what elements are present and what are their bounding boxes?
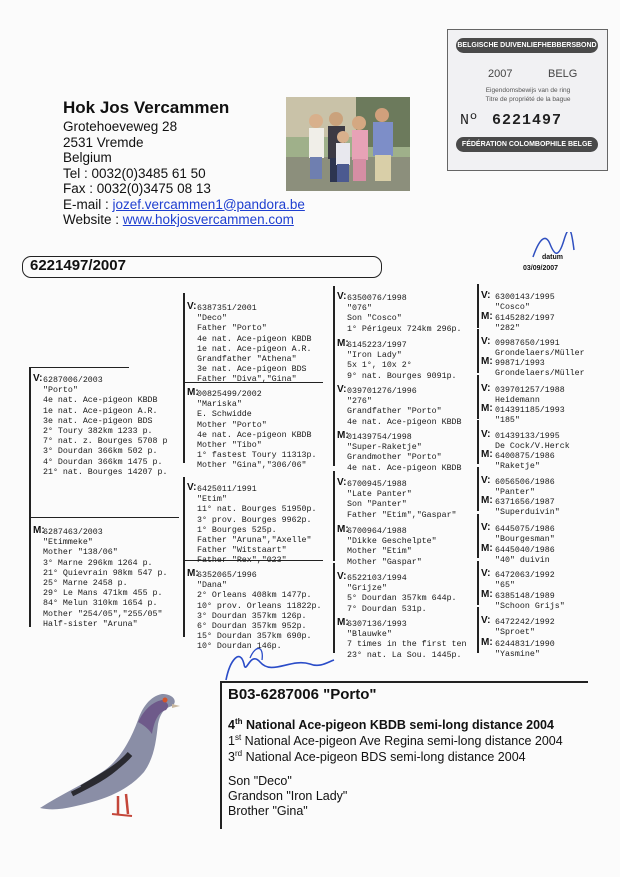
tag: M:: [481, 495, 493, 506]
pigeon-info: 014391185/1993 "185": [495, 406, 565, 426]
footer-title: B03-6287006 "Porto": [228, 686, 377, 703]
pigeon-info: 6056506/1986 "Panter": [495, 478, 555, 498]
achievement-1: [228, 717, 554, 732]
website-label: Website :: [63, 212, 120, 227]
relative-son: Son "Deco": [228, 774, 292, 788]
address-block: [63, 119, 305, 228]
pigeon-info: 6385148/1989 "Schoon Grijs": [495, 592, 565, 612]
tag: V:: [187, 301, 197, 312]
pigeon-father: [33, 368, 167, 478]
rank-suffix: rd: [234, 749, 243, 758]
pigeon-info: 6700964/1988 "Dikke Geschelpte" Mother "Etim" Mother "Gaspar": [347, 527, 437, 567]
pigeon-info: 6287463/2003 "Etimmeke" Mother "138/06" 3° Marne 296km 1264 p. 21° Quievrain 98km 547 p. 25° Marne 2458 p. 29° Le Mans 471km 455 p. 84° Melun 310km 1654 p. Mother "254/05","255/05" Half-sister "Aruna": [43, 528, 168, 629]
pigeon-mv: [187, 477, 317, 567]
certificate-number: 6221497: [492, 112, 563, 129]
tag: M:: [481, 543, 493, 554]
pigeon-g3-2: [337, 379, 462, 428]
tag: V:: [481, 615, 491, 626]
bracket-g4-8: [477, 607, 479, 653]
bracket-g3-1: [333, 286, 335, 376]
tag: M:: [481, 403, 493, 414]
bracket-g3-2: [333, 376, 335, 466]
pigeon-g4-7: [481, 444, 555, 472]
pigeon-info: 6387351/2001 "Deco" Father "Porto" 4e nat. Ace-pigeon KBDB 1e nat. Ace-pigeon A.R. Grandfather "Athena" 3e nat. Ace-pigeon BDS Father "Diva","Gina": [197, 304, 312, 385]
pigeon-info: 6425011/1991 "Etim" 11° nat. Bourges 51950p. 3° prov. Bourges 9962p. 1° Bourges 525p. Father "Aruna","Axelle" Father "Witstaart" Father "Rex","023": [197, 485, 317, 566]
pigeon-info: 6472242/1992 "Sproet": [495, 618, 555, 638]
tag: M:: [481, 356, 493, 367]
certificate-line1: Eigendomsbewijs van de ring: [485, 87, 571, 94]
date-label: datum: [542, 254, 563, 261]
ring-certificate: [447, 29, 608, 171]
bracket-gen2-top: [183, 293, 185, 463]
pigeon-g4-13: [481, 584, 565, 612]
pigeon-info: 6445040/1986 "40" duivin: [495, 546, 555, 566]
pigeon-info: 99871/1993 Grondelaers/Müller: [495, 359, 585, 379]
pigeon-info: 01439754/1998 "Super-Raketje" Grandmother "Porto" 4e nat. Ace-pigeon KBDB: [347, 433, 462, 473]
bracket-g4-5: [477, 467, 479, 511]
rank: 4: [228, 718, 235, 733]
website-row: [63, 212, 305, 228]
pigeon-info: 6307136/1993 "Blauwke" 7 times in the first ten 23° nat. La Sou. 1445p.: [347, 620, 467, 660]
pigeon-info: 6700945/1988 "Late Panter" Son "Panter" Father "Etim","Gaspar": [347, 480, 457, 520]
achievement-text: National Ace-pigeon KBDB semi-long distance 2004: [246, 718, 554, 733]
certificate-bottom-banner: FÉDÉRATION COLOMBOPHILE BELGE: [456, 137, 598, 152]
relative-brother: Brother "Gina": [228, 804, 308, 818]
tag: V:: [481, 290, 491, 301]
pigeon-g3-0: [337, 286, 462, 335]
achievement-text: National Ace-pigeon Ave Regina semi-long distance 2004: [244, 734, 563, 749]
tag: V:: [187, 482, 197, 493]
street: Grotehoeveweg 28: [63, 119, 178, 134]
certificate-top-banner: BELGISCHE DUIVENLIEFHEBBERSBOND: [456, 38, 598, 53]
bracket-g4-4: [477, 420, 479, 464]
tag: V:: [481, 429, 491, 440]
tag: M:: [33, 525, 45, 536]
pigeon-info: 6352065/1996 "Dana" 2° Orleans 408km 1477p. 10° prov. Orleans 11822p. 3° Dourdan 357km 126p. 6° Dourdan 357km 952p. 15° Dourdan 357km 690p. 10° Dourdan 146p.: [197, 571, 322, 652]
tag: M:: [187, 387, 199, 398]
telephone: Tel : 0032(0)3485 61 50: [63, 165, 206, 181]
pigeon-pm: [187, 382, 317, 472]
certificate-year: 2007: [488, 68, 513, 80]
pigeon-g4-9: [481, 490, 560, 518]
pigeon-info: 6350076/1998 "076" Son "Cosco" 1° Périgeux 724km 296p.: [347, 294, 462, 334]
ring-number: 6221497/2007: [30, 257, 126, 274]
tag: V:: [33, 373, 43, 384]
bracket-g4-1: [477, 284, 479, 328]
country: Belgium: [63, 150, 112, 165]
pigeon-illustration: [22, 676, 182, 831]
pigeon-info: 039701257/1988 Heidemann: [495, 386, 565, 406]
rank-suffix: st: [234, 733, 242, 742]
tag: M:: [337, 430, 349, 441]
tag: V:: [481, 475, 491, 486]
bracket-gen1: [29, 367, 31, 627]
date-value: 03/09/2007: [523, 265, 559, 272]
achievement-text: National Ace-pigeon BDS semi-long distance 2004: [245, 750, 526, 765]
pigeon-info: 6371656/1987 "Superduivin": [495, 498, 560, 518]
pigeon-mother: [33, 520, 167, 630]
pigeon-g3-1: [337, 333, 457, 382]
achievement-3: [228, 749, 526, 764]
tag: V:: [481, 568, 491, 579]
bracket-g4-3: [477, 375, 479, 419]
email-link[interactable]: jozef.vercammen1@pandora.be: [112, 196, 305, 212]
certificate-country: BELG: [548, 68, 578, 80]
pigeon-info: 6244831/1990 "Yasmine": [495, 640, 555, 660]
tag: V:: [337, 571, 347, 582]
email-row: [63, 197, 305, 213]
tag: V:: [481, 336, 491, 347]
pigeon-g3-6: [337, 566, 457, 615]
pigeon-info: 09987650/1991 Grondelaers/Müller: [495, 339, 585, 359]
pigeon-g3-3: [337, 425, 462, 474]
pigeon-info: 6522103/1994 "Grijze" 5° Dourdan 357km 644p. 7° Dourdan 531p.: [347, 574, 457, 614]
certificate-line2: Titre de propriété de la bague: [485, 96, 571, 103]
tag: M:: [481, 449, 493, 460]
bracket-g3-3: [333, 471, 335, 561]
fax: Fax : 0032(0)3475 08 13: [63, 181, 211, 196]
bracket-g4-7: [477, 561, 479, 605]
bracket-g4-2: [477, 329, 479, 373]
pigeon-info: 00825499/2002 "Mariska" E. Schwidde Mother "Porto" 4e nat. Ace-pigeon KBDB Mother "Tibo" 1° fastest Toury 11313p. Mother "Gina","306/06": [197, 390, 317, 471]
pigeon-info: 6287006/2003 "Porto" 4e nat. Ace-pigeon KBDB 1e nat. Ace-pigeon A.R. 3e nat. Ace-pigeon BDS 2° Toury 382km 1233 p. 7° nat. z. Bourges 5708 p 3° Dourdan 366km 502 p. 4° Dourdan 366km 1475 p. 21° nat. Bourges 14207 p.: [43, 376, 168, 477]
tag: M:: [187, 568, 199, 579]
tag: M:: [481, 311, 493, 322]
city: 2531 Vremde: [63, 134, 144, 150]
family-photo: [286, 97, 410, 191]
tag: V:: [337, 291, 347, 302]
achievement-2: [228, 733, 563, 748]
relatives-list: [228, 774, 347, 819]
pigeon-info: 6472063/1992 "65": [495, 571, 555, 591]
pigeon-info: 6400875/1986 "Raketje": [495, 452, 555, 472]
rank-suffix: th: [234, 717, 243, 726]
pigeon-info: 039701276/1996 "276" Grandfather "Porto" 4e nat. Ace-pigeon KBDB: [347, 387, 462, 427]
pigeon-g3-5: [337, 519, 437, 568]
line-m: [29, 517, 179, 518]
tag: M:: [481, 589, 493, 600]
tag: V:: [337, 477, 347, 488]
relative-grandson: Grandson "Iron Lady": [228, 789, 348, 803]
tag: V:: [481, 383, 491, 394]
pigeon-info: 6145223/1997 "Iron Lady" 5x 1°, 10x 2° 9° nat. Bourges 9091p.: [347, 341, 457, 381]
pigeon-info: 6445075/1986 "Bourgesman": [495, 525, 555, 545]
tag: M:: [337, 338, 349, 349]
rank: 3: [228, 750, 235, 765]
pigeon-g4-3: [481, 351, 585, 379]
pigeon-pv: [187, 296, 312, 386]
pigeon-info: 01439133/1995 De Cock/V.Herck: [495, 432, 570, 452]
bracket-g4-6: [477, 514, 479, 558]
pigeon-g3-4: [337, 472, 457, 521]
tag: M:: [481, 637, 493, 648]
signature-scribble: [528, 232, 578, 267]
breeder-name: Hok Jos Vercammen: [63, 98, 230, 117]
pigeon-info: 6145282/1997 "282": [495, 314, 555, 334]
tag: V:: [481, 522, 491, 533]
certificate-number-prefix: Nº: [460, 112, 479, 129]
tag: M:: [337, 617, 349, 628]
website-link[interactable]: www.hokjosvercammen.com: [122, 212, 294, 227]
tag: V:: [337, 384, 347, 395]
tag: M:: [337, 524, 349, 535]
rank: 1: [228, 734, 235, 749]
bracket-gen2-bottom: [183, 477, 185, 637]
pigeon-g3-7: [337, 612, 467, 661]
pigeon-info: 6300143/1995 "Cosco": [495, 293, 555, 313]
pigeon-g4-15: [481, 632, 555, 660]
email-label: E-mail :: [63, 196, 109, 212]
pigeon-g4-5: [481, 398, 565, 426]
